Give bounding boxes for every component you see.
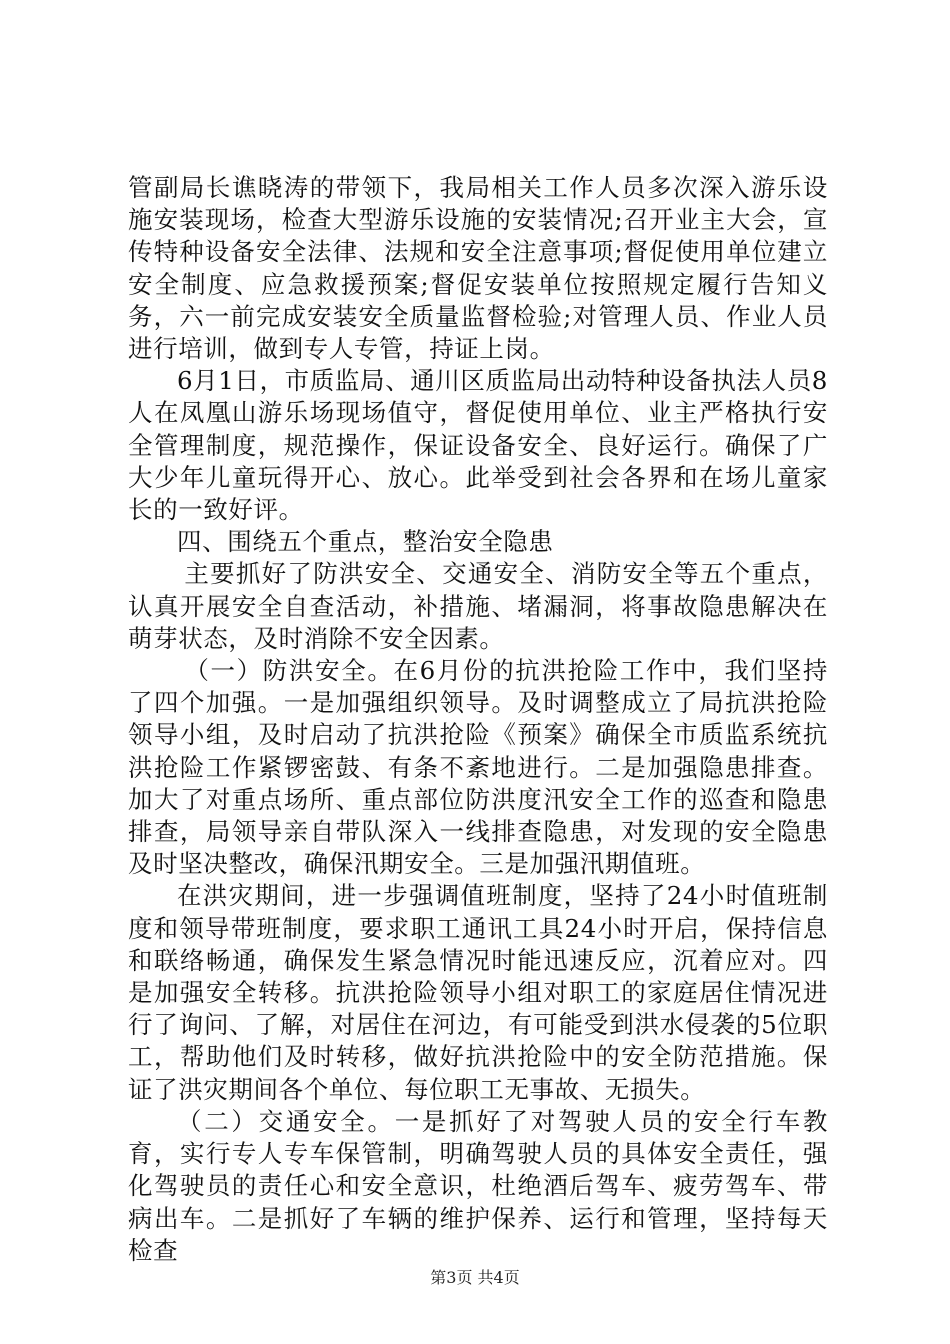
page-footer xyxy=(0,1268,950,1288)
paragraph-flood-safety: （一）防洪安全。在6月份的抗洪抢险工作中，我们坚持了四个加强。一是加强组织领导。及时调整成立了局抗洪抢险领导小组，及时启动了抗洪抢险《预案》确保全市质监系统抗洪抢险工作紧锣密鼓、有条不紊地进行。二是加强隐患排查。加大了对重点场所、重点部位防洪度汛安全工作的巡查和隐患排查，局领导亲自带队深入一线排查隐患，对发现的安全隐患及时坚决整改，确保汛期安全。三是加强汛期值班。 xyxy=(128,656,828,879)
paragraph-supervision-inspection: 管副局长谯晓涛的带领下，我局相关工作人员多次深入游乐设施安装现场，检查大型游乐设施的安装情况;召开业主大会，宣传特种设备安全法律、法规和安全注意事项;督促使用单位建立安全制度、应急救援预案;督促安装单位按照规定履行告知义务，六一前完成安装安全质量监督检验;对管理人员、作业人员进行培训，做到专人专管，持证上岗。 xyxy=(128,173,828,364)
paragraph-june-first-duty: 6月1日，市质监局、通川区质监局出动特种设备执法人员8人在凤凰山游乐场现场值守，督促使用单位、业主严格执行安全管理制度，规范操作，保证设备安全、良好运行。确保了广大少年儿童玩得开心、放心。此举受到社会各界和在场儿童家长的一致好评。 xyxy=(128,366,828,525)
document-body xyxy=(128,172,828,1267)
page-number-label: 第3页 共4页 xyxy=(430,1268,520,1287)
paragraph-five-priorities: 主要抓好了防洪安全、交通安全、消防安全等五个重点，认真开展安全自查活动，补措施、堵漏洞，将事故隐患解决在萌芽状态，及时消除不安全因素。 xyxy=(128,559,828,653)
paragraph-flood-period-duty: 在洪灾期间，进一步强调值班制度，坚持了24小时值班制度和领导带班制度，要求职工通讯工具24小时开启，保持信息和联络畅通，确保发生紧急情况时能迅速反应，沉着应对。四是加强安全转移。抗洪抢险领导小组对职工的家庭居住情况进行了询问、了解，对居住在河边，有可能受到洪水侵袭的5位职工，帮助他们及时转移，做好抗洪抢险中的安全防范措施。保证了洪灾期间各个单位、每位职工无事故、无损失。 xyxy=(128,881,828,1104)
paragraph-traffic-safety: （二）交通安全。一是抓好了对驾驶人员的安全行车教育，实行专人专车保管制，明确驾驶人员的具体安全责任，强化驾驶员的责任心和安全意识，杜绝酒后驾车、疲劳驾车、带病出车。二是抓好了车辆的维护保养、运行和管理，坚持每天检查 xyxy=(128,1106,828,1265)
section-heading-four: 四、围绕五个重点，整治安全隐患 xyxy=(177,527,554,557)
